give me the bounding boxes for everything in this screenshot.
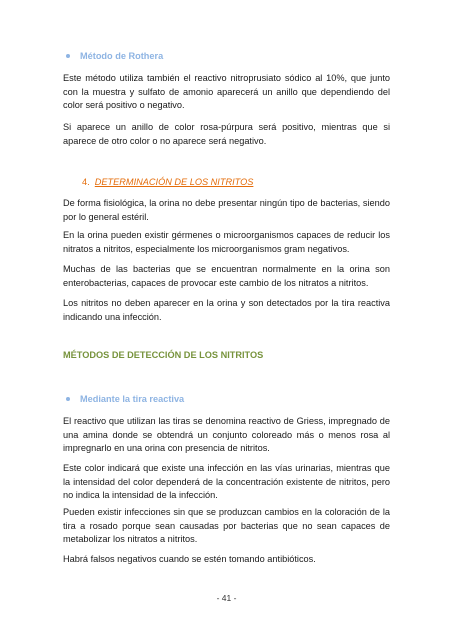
paragraph-infection: Este color indicará que existe una infección en las vías urinarias, mientras que la intensidad del color dependerá de la concentración existente de nitritos, pero no indica la intensidad de la infección. [63, 463, 390, 500]
paragraph-physiological: De forma fisiológica, la orina no debe presentar ningún tipo de bacterias, siendo por lo general estéril. [63, 198, 390, 222]
page-number: - 41 - [216, 593, 237, 603]
section-number: 4. [82, 177, 90, 187]
paragraph-rothera-method: Este método utiliza también el reactivo nitroprusiato sódico al 10%, que junto con la muestra y sulfato de amonio aparecerá un anillo que dependiendo del color será positivo o negativo. [63, 73, 390, 110]
bullet-icon [66, 54, 70, 58]
bullet-icon [66, 397, 70, 401]
tira-bullet-label: Mediante la tira reactiva [80, 394, 185, 404]
subheading-detection-methods: MÉTODOS DE DETECCIÓN DE LOS NITRITOS [63, 350, 264, 360]
section-heading-nitritos [82, 177, 253, 187]
paragraph-germs: En la orina pueden existir gérmenes o microorganismos capaces de reducir los nitratos a nitritos, especialmente los microorganismos gram negativos. [63, 230, 390, 254]
section-title: DETERMINACIÓN DE LOS NITRITOS [94, 177, 254, 187]
paragraph-griess: El reactivo que utilizan las tiras se denomina reactivo de Griess, impregnado de una amina donde se obtendrá un conjunto coloreado más o menos rosa al impregnarlo en una orina con presencia de nitritos. [63, 416, 390, 453]
rothera-bullet-item [66, 51, 163, 61]
rothera-bullet-label: Método de Rothera [80, 51, 164, 61]
paragraph-no-change: Pueden existir infecciones sin que se produzcan cambios en la coloración de la tira a rosado porque sean causadas por bacterias que no sean capaces de metabolizar los nitratos a nitritos. [63, 507, 390, 544]
paragraph-enterobacteria: Muchas de las bacterias que se encuentran normalmente en la orina son enterobacterias, capaces de provocar este cambio de los nitratos a nitritos. [63, 264, 390, 288]
tira-bullet-item [66, 394, 184, 404]
paragraph-false-negatives: Habrá falsos negativos cuando se estén tomando antibióticos. [63, 554, 316, 564]
paragraph-detection: Los nitritos no deben aparecer en la orina y son detectados por la tira reactiva indicando una infección. [63, 298, 390, 322]
paragraph-rothera-result: Si aparece un anillo de color rosa-púrpura será positivo, mientras que si aparece de otro color o no aparece será negativo. [63, 122, 390, 146]
